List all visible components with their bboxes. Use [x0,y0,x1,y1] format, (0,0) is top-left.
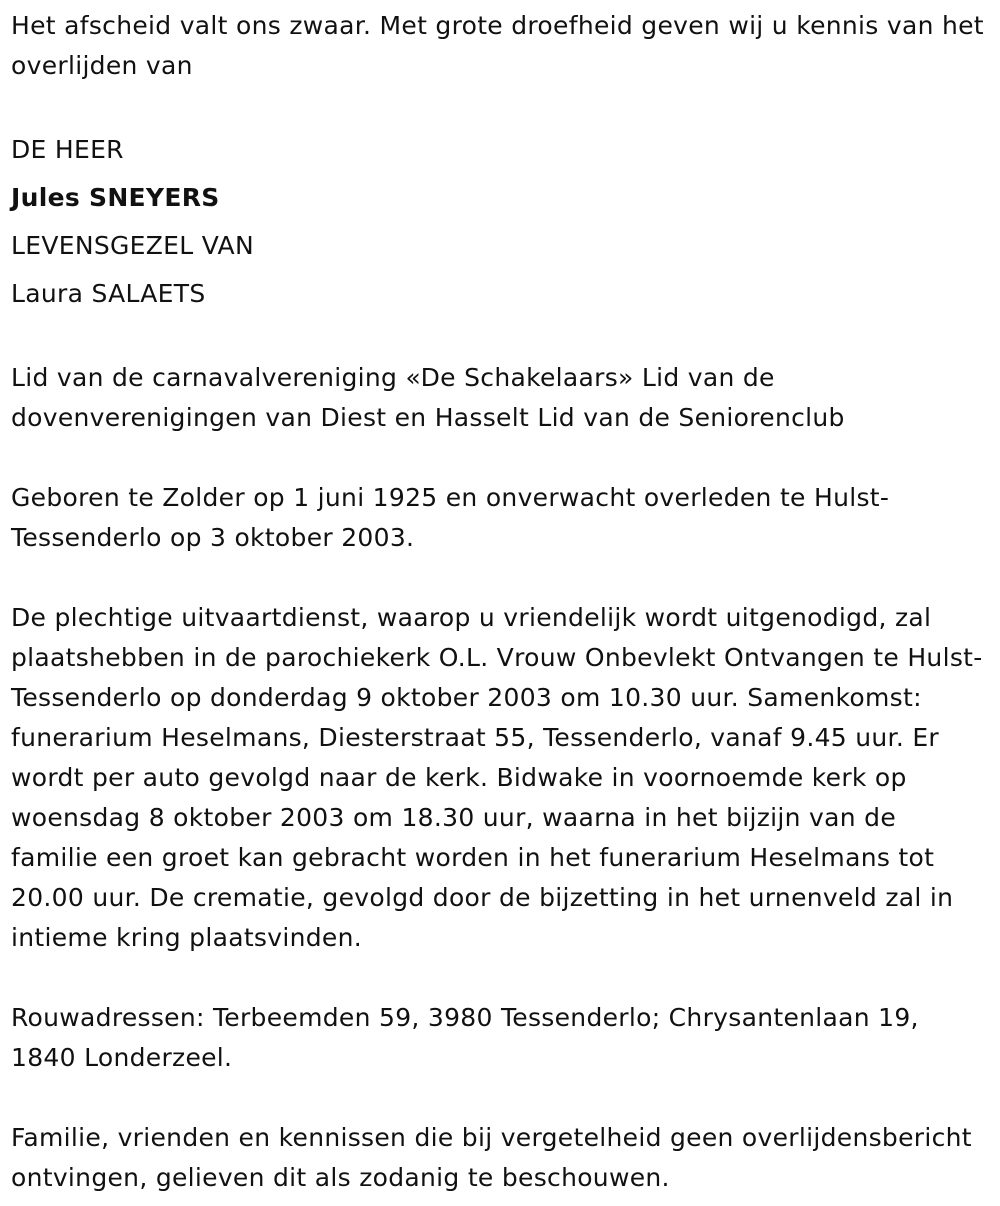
spacer [11,558,986,598]
spacer [11,438,986,478]
obituary-notice [11,6,986,1198]
partner-name: Laura SALAETS [11,279,206,308]
intro-paragraph: Het afscheid valt ons zwaar. Met grote droefheid geven wij u kennis van het overlijden van [11,11,984,80]
spacer [11,1078,986,1118]
memberships-paragraph: Lid van de carnavalvereniging «De Schakelaars» Lid van de dovenverenigingen van Diest en Hasselt Lid van de Seniorenclub [11,363,845,432]
spacer [11,86,986,126]
spacer [11,958,986,998]
title-line: DE HEER [11,135,124,164]
closing-paragraph: Familie, vrienden en kennissen die bij vergetelheid geen overlijdensbericht ontvingen, gelieven dit als zodanig te beschouwen. [11,1123,972,1192]
ceremony-paragraph: De plechtige uitvaartdienst, waarop u vriendelijk wordt uitgenodigd, zal plaatshebben in de parochiekerk O.L. Vrouw Onbevlekt Ontvangen te Hulst-Tessenderlo op donderdag 9 oktober 2003 om 10.30 uur. Samenkomst: funerarium Heselmans, Diesterstraat 55, Tessenderlo, vanaf 9.45 uur. Er wordt per auto gevolgd naar de kerk. Bidwake in voornoemde kerk op woensdag 8 oktober 2003 om 18.30 uur, waarna in het bijzijn van de familie een groet kan gebracht worden in het funerarium Heselmans tot 20.00 uur. De crematie, gevolgd door de bijzetting in het urnenveld zal in intieme kring plaatsvinden. [11,603,983,952]
relation-line: LEVENSGEZEL VAN [11,231,254,260]
name-block [11,126,986,318]
deceased-name: Jules SNEYERS [11,183,220,212]
birth-death-paragraph: Geboren te Zolder op 1 juni 1925 en onverwacht overleden te Hulst-Tessenderlo op 3 oktober 2003. [11,483,890,552]
spacer [11,318,986,358]
addresses-paragraph: Rouwadressen: Terbeemden 59, 3980 Tessenderlo; Chrysantenlaan 19, 1840 Londerzeel. [11,1003,919,1072]
